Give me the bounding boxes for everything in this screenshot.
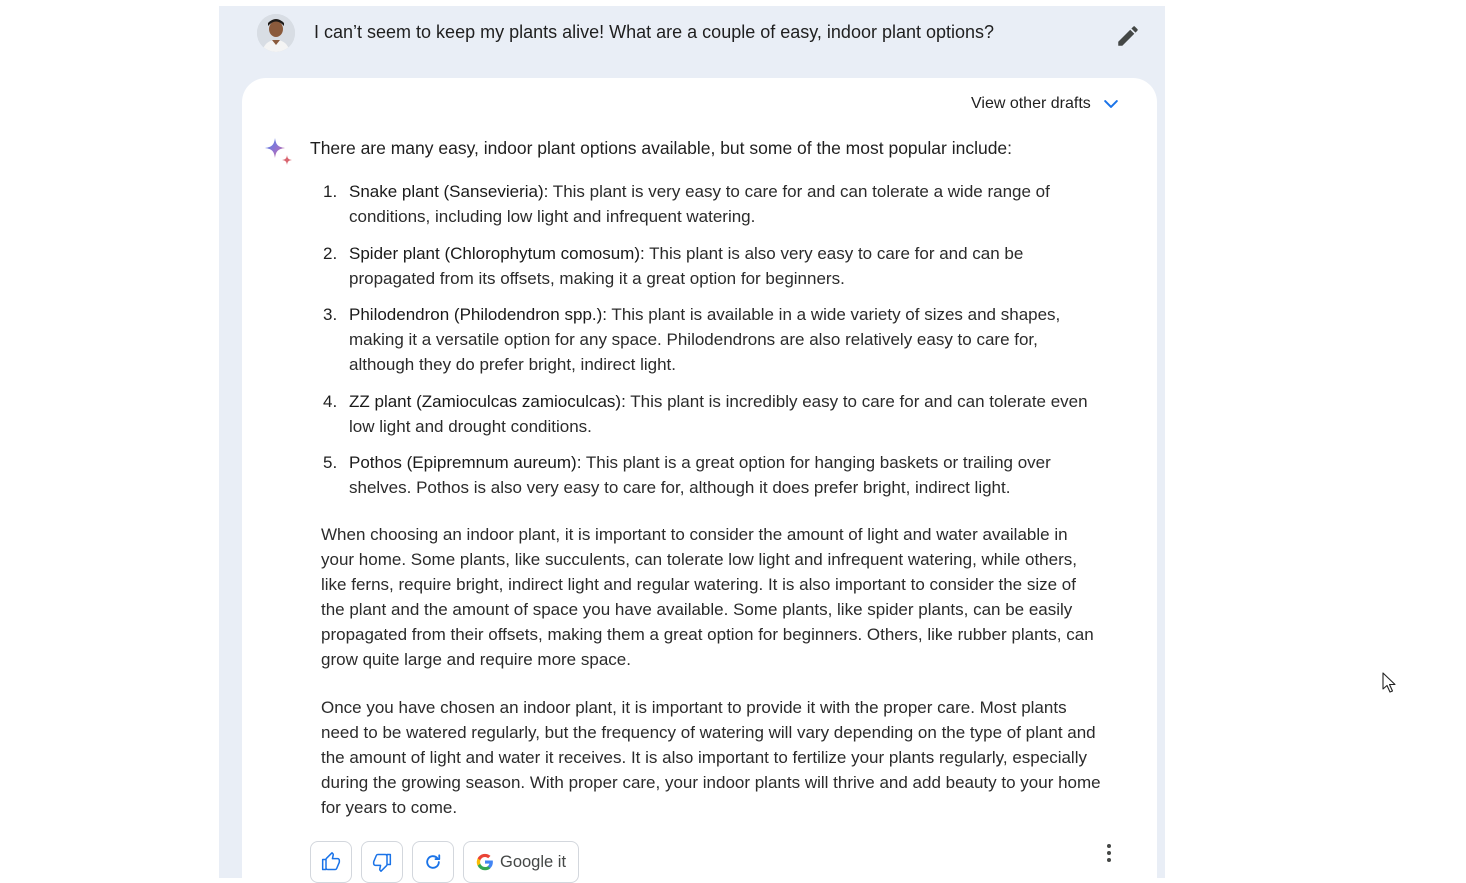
pencil-icon [1115, 23, 1141, 49]
user-query-row [219, 6, 1165, 70]
response-paragraph-1: When choosing an indoor plant, it is important to consider the amount of light and water available in your home. Some plants, like succulents, can tolerate low light and infrequent watering, while others, like ferns, require bright, indirect light and regular watering. It is also important to consider the size of the plant and the amount of space you have available. Some plants, like spider plants, can be easily propagated from their offsets, making them a great option for beginners. Others, like rubber plants, can grow quite large and require more space. [321, 525, 1094, 669]
list-item-number: 4. [323, 391, 338, 411]
edit-query-button[interactable] [1115, 23, 1141, 49]
response-actions [310, 841, 579, 883]
user-query-text: I can’t seem to keep my plants alive! What are a couple of easy, indoor plant options? [314, 22, 995, 42]
plant-name: Philodendron (Philodendron spp.): [349, 305, 608, 324]
list-item [316, 179, 1096, 229]
sparkle-icon [263, 136, 293, 168]
plant-name: ZZ plant (Zamioculcas zamioculcas): [349, 391, 626, 411]
user-avatar [257, 14, 295, 52]
response-paragraph-2: Once you have chosen an indoor plant, it is important to provide it with the proper care. Most plants need to be watered regularly, but the frequency of watering will vary depending on the type of plant and the amount of light and water it receives. It is also important to fertilize your plants regularly, especially during the growing season. With proper care, your indoor plants will thrive and add beauty to your home for years to come. [321, 698, 1101, 817]
thumbs-up-button[interactable] [310, 841, 352, 883]
list-item [316, 302, 1096, 377]
refresh-icon [423, 852, 443, 872]
list-item-number: 3. [323, 305, 338, 324]
response-intro: There are many easy, indoor plant options available, but some of the most popular include: [310, 138, 1013, 158]
list-item-number: 1. [323, 182, 338, 201]
google-it-label: Google it [500, 852, 567, 871]
thumbs-down-button[interactable] [361, 841, 403, 883]
response-card [242, 78, 1157, 878]
view-other-drafts-button[interactable] [971, 94, 1121, 114]
chevron-down-icon [1101, 94, 1121, 114]
plant-description: This plant is available in a wide variety of sizes and shapes, making it a versatile option for any space. Philodendrons are also relatively easy to care for, although they do prefer bright, indirect light. [349, 305, 1061, 374]
view-other-drafts-label: View other drafts [971, 95, 1091, 112]
list-item [316, 241, 1096, 291]
list-item-number: 2. [323, 243, 338, 263]
plant-description: This plant is also very easy to care for and can be propagated from its offsets, making it a great option for beginners. [349, 243, 1024, 288]
thumbs-down-icon [372, 852, 392, 872]
plant-description: This plant is very easy to care for and can tolerate a wide range of conditions, including low light and infrequent watering. [349, 182, 1050, 226]
plant-name: Pothos (Epipremnum aureum): [349, 453, 582, 472]
plant-description: This plant is a great option for hanging baskets or trailing over shelves. Pothos is also very easy to care for, although it does prefer bright, indirect light. [349, 453, 1051, 497]
more-options-button[interactable] [1097, 841, 1121, 865]
plant-name: Snake plant (Sansevieria): [349, 182, 549, 201]
regenerate-button[interactable] [412, 841, 454, 883]
plant-description: This plant is incredibly easy to care for and can tolerate even low light and drought conditions. [349, 391, 1088, 436]
google-it-button[interactable] [463, 841, 579, 883]
google-logo-icon [476, 853, 494, 871]
mouse-cursor-icon [1382, 672, 1398, 694]
conversation-container [219, 6, 1165, 878]
list-item [316, 389, 1096, 439]
thumbs-up-icon [321, 852, 341, 872]
plant-name: Spider plant (Chlorophytum comosum): [349, 243, 645, 263]
more-vert-icon [1097, 841, 1121, 865]
list-item [316, 450, 1096, 500]
list-item-number: 5. [323, 453, 338, 472]
plant-list [316, 179, 1096, 512]
